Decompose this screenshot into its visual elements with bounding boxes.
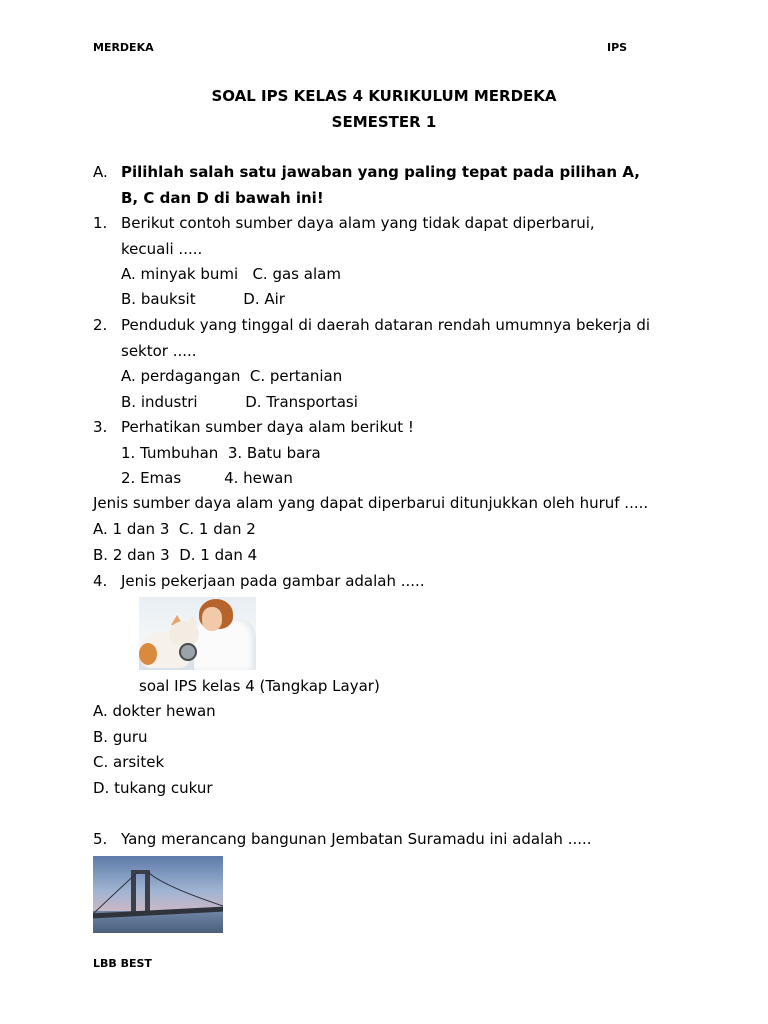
question-4-option-b: B. guru <box>93 728 148 746</box>
question-2-number: 2. <box>93 316 108 334</box>
question-5-number: 5. <box>93 830 108 848</box>
instruction-line-2: B, C dan D di bawah ini! <box>121 189 324 207</box>
question-3-list-2: 2. Emas 4. hewan <box>121 469 293 487</box>
question-4-option-d: D. tukang cukur <box>93 779 213 797</box>
question-1-number: 1. <box>93 214 108 232</box>
stethoscope-icon <box>179 643 197 661</box>
question-1-text-2: kecuali ..... <box>121 240 203 258</box>
question-5-text: Yang merancang bangunan Jembatan Suramadu ini adalah ..... <box>121 830 592 848</box>
question-4-option-a: A. dokter hewan <box>93 702 216 720</box>
question-2-options-1: A. perdagangan C. pertanian <box>121 367 343 385</box>
instruction-line-1: Pilihlah salah satu jawaban yang paling tepat pada pilihan A, <box>121 163 640 181</box>
question-1-text-1: Berikut contoh sumber daya alam yang tidak dapat diperbarui, <box>121 214 595 232</box>
question-4-number: 4. <box>93 572 108 590</box>
question-2-text-2: sektor ..... <box>121 342 197 360</box>
question-4-image-caption: soal IPS kelas 4 (Tangkap Layar) <box>139 677 380 695</box>
suramadu-bridge-photo <box>93 856 223 933</box>
question-3-text-1: Perhatikan sumber daya alam berikut ! <box>121 418 414 436</box>
question-3-text-2: Jenis sumber daya alam yang dapat diperbarui ditunjukkan oleh huruf ..... <box>93 494 649 512</box>
question-1-options-1: A. minyak bumi C. gas alam <box>121 265 341 283</box>
document-subtitle: SEMESTER 1 <box>331 113 437 131</box>
question-4-text: Jenis pekerjaan pada gambar adalah ..... <box>121 572 425 590</box>
footer-text: LBB BEST <box>93 957 152 970</box>
question-4-option-c: C. arsitek <box>93 753 165 771</box>
question-1-options-2: B. bauksit D. Air <box>121 290 285 308</box>
instruction-label: A. <box>93 163 108 181</box>
question-3-number: 3. <box>93 418 108 436</box>
question-2-text-1: Penduduk yang tinggal di daerah dataran rendah umumnya bekerja di <box>121 316 651 334</box>
question-3-list-1: 1. Tumbuhan 3. Batu bara <box>121 444 321 462</box>
header-right-text: IPS <box>607 41 628 54</box>
document-title: SOAL IPS KELAS 4 KURIKULUM MERDEKA <box>211 87 557 105</box>
question-2-options-2: B. industri D. Transportasi <box>121 393 358 411</box>
question-3-options-1: A. 1 dan 3 C. 1 dan 2 <box>93 520 256 538</box>
header-left-text: MERDEKA <box>93 41 154 54</box>
question-3-options-2: B. 2 dan 3 D. 1 dan 4 <box>93 546 258 564</box>
vet-with-cat-photo <box>139 597 256 670</box>
